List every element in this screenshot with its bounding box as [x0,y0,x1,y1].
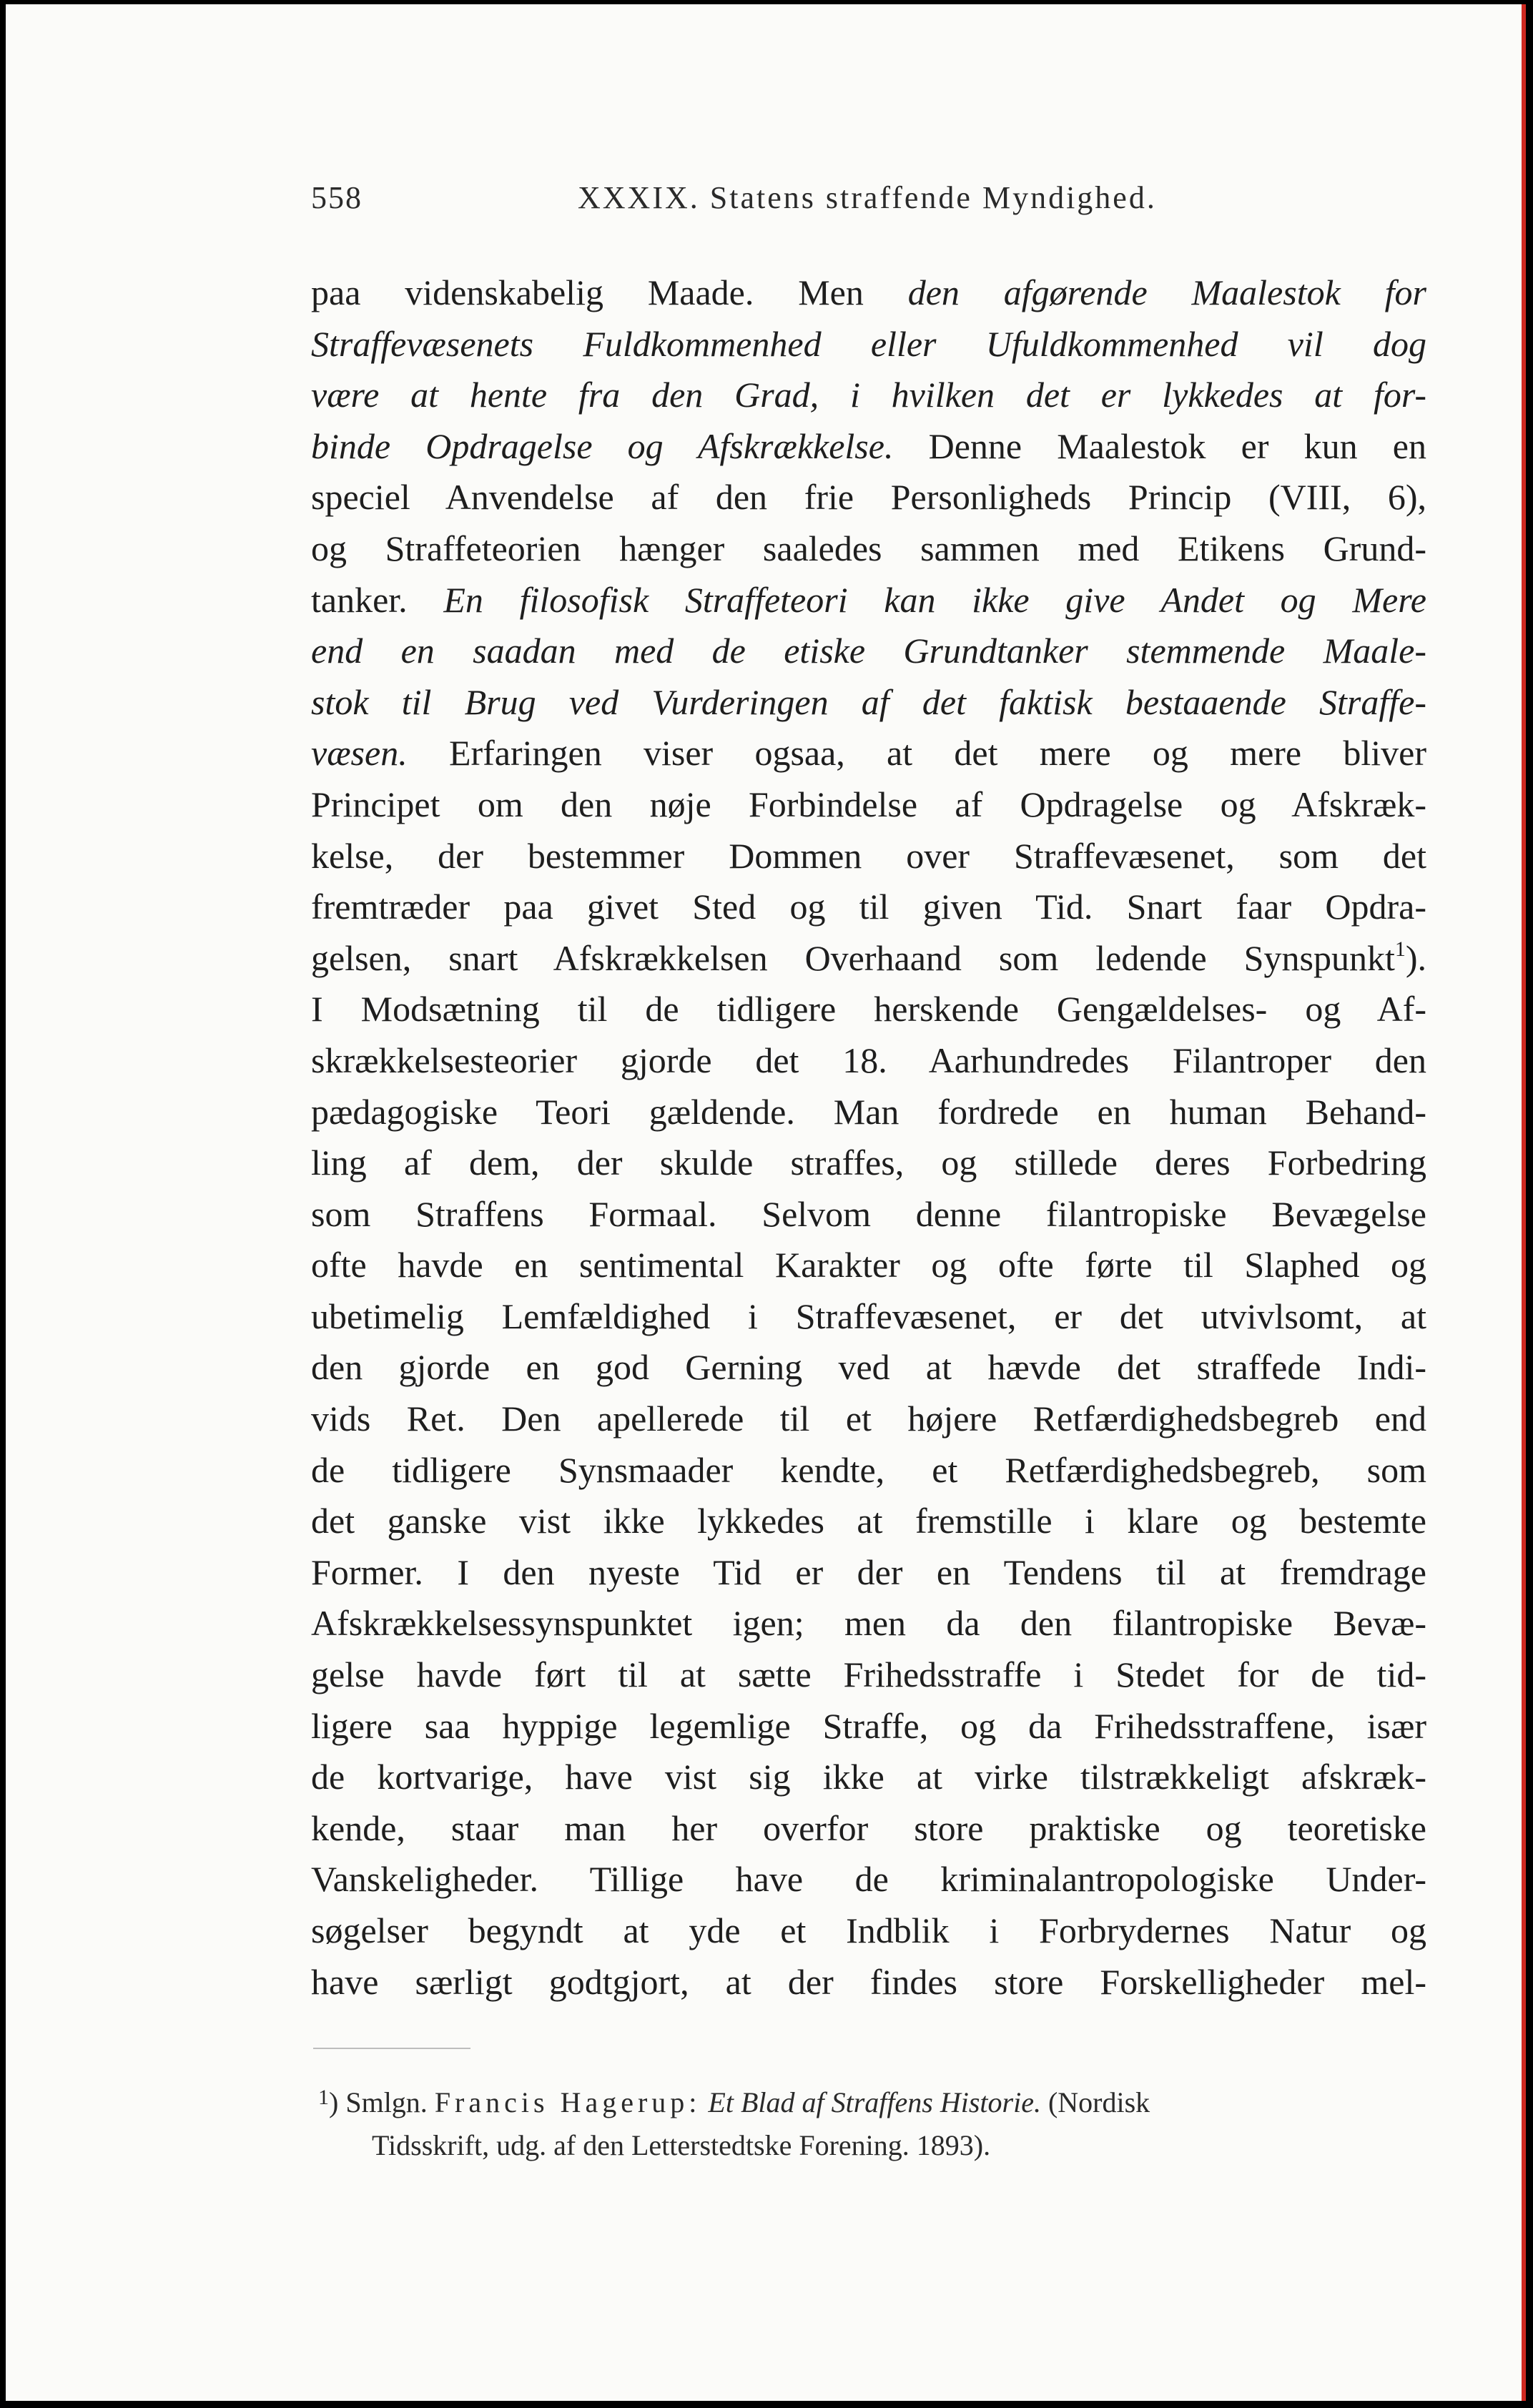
text-line [311,1803,1426,1855]
text-line [311,1649,1426,1701]
italic-text: stok til Brug ved Vurderingen af det faktisk bestaaende Straffe- [311,681,1426,722]
book-page [6,4,1526,2401]
text-segment: ling af dem, der skulde straffes, og stillede deres Forbedring [311,1143,1426,1183]
text-segment: Afskrækkelsessynspunktet igen; men da den filantropiske Bevæ- [311,1603,1426,1644]
page-number: 558 [311,180,363,215]
text-line [311,1752,1426,1803]
text-line [311,1291,1426,1343]
text-segment: I Modsætning til de tidligere herskende Gengældelses- og Af- [311,989,1426,1030]
footnote-marker-paren: ) [329,2086,339,2118]
text-segment: Former. I den nyeste Tid er der en Tendens til at fremdrage [311,1551,1426,1592]
text-segment: gelse havde ført til at sætte Frihedsstraffe i Stedet for de tid- [311,1654,1426,1695]
text-line [311,1138,1426,1189]
italic-text: binde Opdragelse og Afskrækkelse. [311,425,894,466]
footnote-rule [313,2048,470,2049]
text-segment: Principet om den nøje Forbindelse af Opdragelse og Afskræk- [311,784,1426,824]
text-segment: fremtræder paa givet Sted og til given Tid. Snart faar Opdra- [311,887,1426,927]
text-line [311,1189,1426,1240]
text-segment: vids Ret. Den apellerede til et højere Retfærdighedsbegreb end [311,1398,1426,1439]
text-line [311,1905,1426,1957]
footnote-author: Francis Hagerup: [434,2086,701,2118]
text-line [311,1701,1426,1752]
text-segment: det ganske vist ikke lykkedes at fremstille i klare og bestemte [311,1501,1426,1541]
text-segment: de tidligere Synsmaader kendte, et Retfærdighedsbegreb, som [311,1449,1426,1490]
italic-text: En filosofisk Straffeteori kan ikke give Andet og Mere [443,579,1426,620]
text-segment: ofte havde en sentimental Karakter og ofte førte til Slaphed og [311,1245,1426,1286]
footnote-prefix: Smlgn. [345,2086,428,2118]
text-segment: ). [1405,937,1426,978]
text-line [311,472,1426,523]
footnote-marker: 1 [318,2086,329,2109]
italic-text: end en saadan med de etiske Grundtanker stemmende Maale- [311,631,1426,671]
text-line [311,933,1426,985]
text-line [311,984,1426,1035]
text-segment: Vanskeligheder. Tillige have de kriminalantropologiske Under- [311,1859,1426,1900]
text-segment: ubetimelig Lemfældighed i Straffevæsenet, er det utvivlsomt, at [311,1296,1426,1336]
text-line [311,370,1426,421]
italic-text: være at hente fra den Grad, i hvilken det er lykkedes at for- [311,375,1426,415]
text-line [311,677,1426,729]
text-line [311,575,1426,626]
text-segment: kelse, der bestemmer Dommen over Straffevæsenet, som det [311,835,1426,876]
text-segment: kende, staar man her overfor store praktiske og teoretiske [311,1807,1426,1848]
text-line [311,1496,1426,1547]
text-line [311,728,1426,779]
text-segment: den gjorde en god Gerning ved at hævde det straffede Indi- [311,1347,1426,1388]
text-line [311,1342,1426,1393]
text-line [311,831,1426,882]
text-segment: de kortvarige, have vist sig ikke at virke tilstrækkeligt afskræk- [311,1757,1426,1797]
footnote-line-2: Tidsskrift, udg. af den Letterstedtske Forening. 1893). [372,2129,991,2161]
italic-text: væsen. [311,733,408,774]
text-segment: have særligt godtgjort, at der findes store Forskelligheder mel- [311,1961,1426,2002]
footnote-reference: 1 [1394,937,1406,961]
running-title: XXXIX. Statens straffende Myndighed. [578,180,1157,215]
italic-text: Straffevæsenets Fuldkommenhed eller Ufuldkommenhed vil dog [311,323,1426,364]
text-line [311,319,1426,370]
text-line [311,1547,1426,1599]
text-line [311,1598,1426,1649]
text-segment: søgelser begyndt at yde et Indblik i Forbrydernes Natur og [311,1910,1426,1950]
text-segment: gelsen, snart Afskrækkelsen Overhaand som ledende Synspunkt [311,937,1395,978]
text-line [311,1393,1426,1445]
italic-text: den afgørende Maalestok for [907,272,1426,312]
text-line [311,1035,1426,1087]
text-segment: pædagogiske Teori gældende. Man fordrede en human Behand- [311,1091,1426,1132]
text-line [311,1445,1426,1496]
text-line [311,523,1426,575]
text-line [311,1957,1426,2008]
text-line [311,1240,1426,1291]
text-line [311,267,1426,319]
text-segment: og Straffeteorien hænger saaledes sammen med Etikens Grund- [311,528,1426,568]
text-segment: Erfaringen viser ogsaa, at det mere og mere bliver [407,733,1426,774]
footnote-suffix: (Nordisk [1048,2086,1150,2118]
text-line [311,882,1426,933]
text-segment: ligere saa hyppige legemlige Straffe, og da Frihedsstraffene, især [311,1705,1426,1746]
text-segment: paa videnskabelig Maade. Men [311,272,908,312]
text-line [311,626,1426,677]
footnote-work-title: Et Blad af Straffens Historie. [708,2086,1041,2118]
footnote [318,2081,1426,2167]
text-segment: skrækkelsesteorier gjorde det 18. Aarhundredes Filantroper den [311,1040,1426,1080]
text-segment: speciel Anvendelse af den frie Personligheds Princip (VIII, 6), [311,477,1426,518]
text-line [311,421,1426,473]
text-line [311,1854,1426,1905]
text-line [311,1087,1426,1138]
text-segment: Denne Maalestok er kun en [893,425,1426,466]
text-segment: som Straffens Formaal. Selvom denne filantropiske Bevægelse [311,1193,1426,1234]
text-segment: tanker. [311,579,444,620]
body-text [311,267,1426,2008]
text-line [311,779,1426,831]
footnote-line-1 [318,2081,1426,2124]
